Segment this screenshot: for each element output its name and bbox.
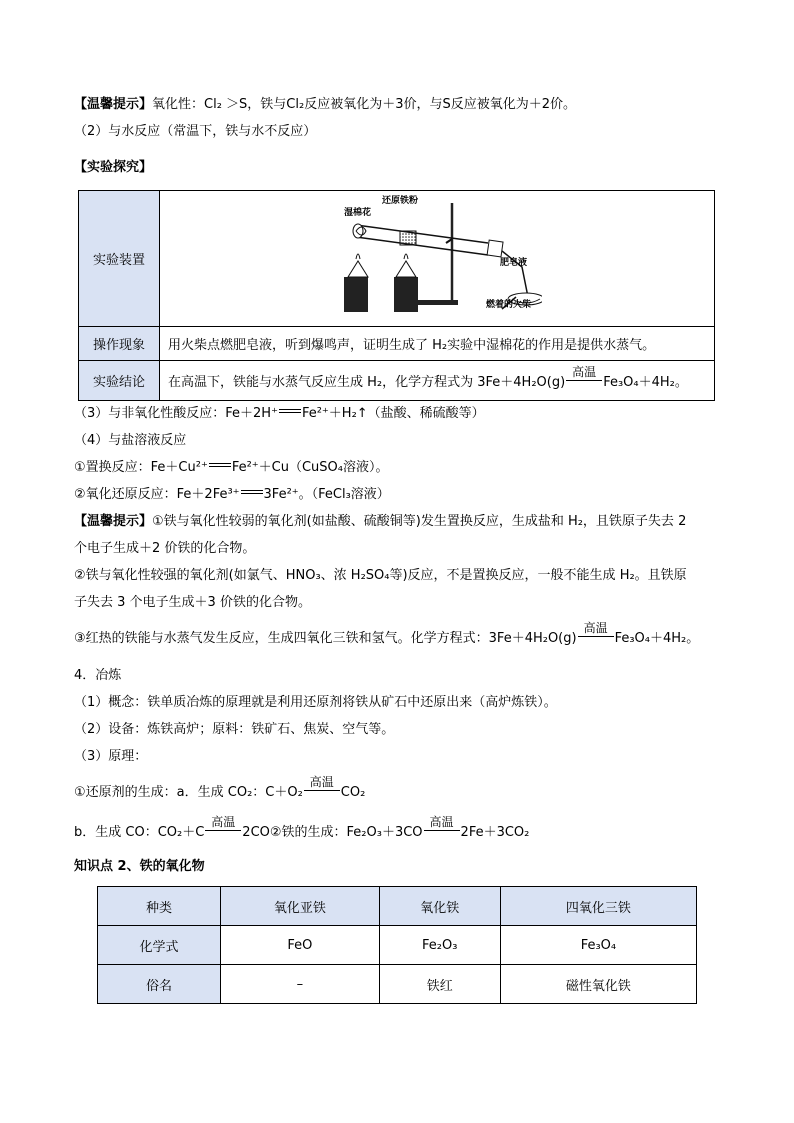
phenomenon-label: 操作现象 <box>79 327 160 361</box>
tip-label: 【温馨提示】 <box>74 97 153 112</box>
row-header: 俗名 <box>98 965 221 1004</box>
smelting-concept: （1）概念：铁单质冶炼的原理就是利用还原剂将铁从矿石中还原出来（高炉炼铁）。 <box>74 695 557 710</box>
iron-powder <box>400 231 416 245</box>
apparatus-cell <box>160 191 715 327</box>
tip2-line-5: ③红热的铁能与水蒸气发生反应，生成四氧化三铁和氢气。化学方程式：3Fe＋4H₂O(g) 高温 Fe₃O₄＋4H₂。 <box>74 621 700 646</box>
redox-line: ②氧化还原反应：Fe＋2Fe³⁺ 3Fe²⁺。（FeCl₃溶液） <box>74 487 390 502</box>
knowledge-point-2-heading: 知识点 2、铁的氧化物 <box>74 859 205 874</box>
table-cell: FeO <box>221 926 380 965</box>
conclusion-text: 在高温下，铁能与水蒸气反应生成 H₂，化学方程式为 3Fe＋4H₂O(g) <box>168 375 566 390</box>
reaction-2: b．生成 CO：CO₂＋C 高温 2CO②铁的生成：Fe₂O₃＋3CO 高温 2Fe＋3CO₂ <box>74 815 530 840</box>
tip2-line-1: 【温馨提示】①铁与氧化性较弱的氧化剂(如盐酸、硫酸铜等)发生置换反应，生成盐和 H₂，且铁原子失去 2 <box>74 514 687 529</box>
experiment-heading: 【实验探究】 <box>74 160 153 175</box>
experiment-table <box>78 190 715 401</box>
burner-block-2 <box>394 277 418 312</box>
tip2-line-3: ②铁与氧化性较强的氧化剂(如氯气、HNO₃、浓 H₂SO₄等)反应，不是置换反应，一般不能生成 H₂。且铁原 <box>74 568 687 583</box>
label-soap: 肥皂液 <box>500 258 528 268</box>
tip-label: 【温馨提示】 <box>74 514 153 529</box>
header-cell: 氧化铁 <box>379 887 500 926</box>
conclusion-cell <box>160 361 715 401</box>
table-cell: Fe₃O₄ <box>500 926 696 965</box>
header-cell: 四氧化三铁 <box>500 887 696 926</box>
conclusion-label: 实验结论 <box>79 361 160 401</box>
burner-block-1 <box>344 277 368 312</box>
reaction-1: ①还原剂的生成：a．生成 CO₂：C＋O₂ 高温 CO₂ <box>74 775 366 800</box>
table-header-row <box>98 887 697 926</box>
smelting-principle: （3）原理： <box>74 749 148 764</box>
flame-2 <box>404 254 408 259</box>
acid-reaction-line: （3）与非氧化性酸反应：Fe＋2H⁺ Fe²⁺＋H₂↑（盐酸、稀硫酸等） <box>74 406 485 421</box>
reaction-condition: 高温 <box>304 784 340 798</box>
header-cell: 种类 <box>98 887 221 926</box>
table-cell: 铁红 <box>379 965 500 1004</box>
apparatus-label: 实验装置 <box>79 191 160 327</box>
salt-reaction-line: （4）与盐溶液反应 <box>74 433 187 448</box>
equal-sign <box>209 463 231 467</box>
tip2-line-2: 个电子生成＋2 价铁的化合物。 <box>74 541 256 556</box>
tip2-line-4: 子失去 3 个电子生成＋3 价铁的化合物。 <box>74 595 311 610</box>
smelting-heading: 4．冶炼 <box>74 668 122 683</box>
displacement-line: ①置换反应：Fe＋Cu²⁺ Fe²⁺＋Cu（CuSO₄溶液）。 <box>74 460 389 475</box>
header-cell: 氧化亚铁 <box>221 887 380 926</box>
equal-sign <box>241 490 263 494</box>
lamp-1 <box>348 261 368 277</box>
water-reaction-line: （2）与水反应（常温下，铁与水不反应） <box>74 124 317 139</box>
equal-sign <box>279 409 301 413</box>
tip-text: 氧化性：Cl₂ ＞S，铁与Cl₂反应被氧化为＋3价，与S反应被氧化为＋2价。 <box>152 97 576 112</box>
oxides-table <box>97 886 697 1004</box>
table-row <box>98 965 697 1004</box>
label-cotton: 湿棉花 <box>344 208 372 218</box>
label-iron: 还原铁粉 <box>382 196 419 206</box>
table-row <box>98 926 697 965</box>
reaction-condition: 高温 <box>566 374 602 388</box>
label-match: 燃着的火柴 <box>486 300 532 310</box>
table-cell: Fe₂O₃ <box>379 926 500 965</box>
smelting-equipment: （2）设备：炼铁高炉；原料：铁矿石、焦炭、空气等。 <box>74 722 395 737</box>
phenomenon-text: 用火柴点燃肥皂液，听到爆鸣声，证明生成了 H₂实验中湿棉花的作用是提供水蒸气。 <box>160 327 715 361</box>
row-header: 化学式 <box>98 926 221 965</box>
table-cell: – <box>221 965 380 1004</box>
conclusion-product: Fe₃O₄＋4H₂。 <box>603 375 688 390</box>
flame-1 <box>356 254 360 259</box>
reaction-condition: 高温 <box>205 824 241 838</box>
reaction-condition: 高温 <box>424 824 460 838</box>
tip-paragraph-1 <box>74 96 576 114</box>
reaction-condition: 高温 <box>578 630 614 644</box>
lamp-2 <box>396 261 416 277</box>
table-cell: 磁性氧化铁 <box>500 965 696 1004</box>
tube-end <box>353 224 363 238</box>
